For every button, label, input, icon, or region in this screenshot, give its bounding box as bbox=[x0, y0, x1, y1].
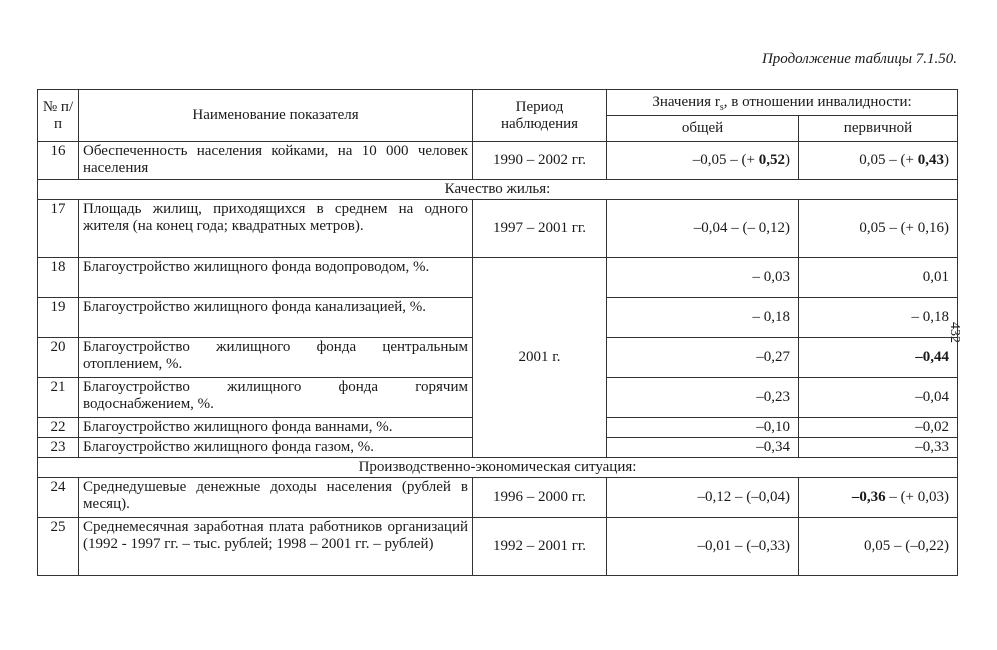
section-row bbox=[38, 458, 958, 478]
section-title: Производственно-экономическая ситуация: bbox=[38, 458, 958, 478]
header-general: общей bbox=[607, 116, 799, 142]
table-row bbox=[38, 142, 958, 180]
row-name: Благоустройство жилищного фонда водопроводом, %. bbox=[79, 258, 473, 298]
header-no: № п/п bbox=[38, 90, 79, 142]
row-primary: 0,05 – (–0,22) bbox=[799, 518, 958, 576]
row-name: Среднемесячная заработная плата работников организаций (1992 - 1997 гг. – тыс. рублей; 1998 – 2001 гг. – рублей) bbox=[79, 518, 473, 576]
row-name: Среднедушевые денежные доходы населения (рублей в месяц). bbox=[79, 478, 473, 518]
row-primary: – 0,18 bbox=[799, 298, 958, 338]
table-row bbox=[38, 258, 958, 298]
row-period-merged: 2001 г. bbox=[473, 258, 607, 458]
row-no: 19 bbox=[38, 298, 79, 338]
row-general: – 0,03 bbox=[607, 258, 799, 298]
table-row bbox=[38, 200, 958, 258]
row-period: 1992 – 2001 гг. bbox=[473, 518, 607, 576]
row-primary: –0,36 – (+ 0,03) bbox=[799, 478, 958, 518]
table-row bbox=[38, 478, 958, 518]
row-name: Благоустройство жилищного фонда горячим водоснабжением, %. bbox=[79, 378, 473, 418]
row-no: 22 bbox=[38, 418, 79, 438]
header-period: Период наблюдения bbox=[473, 90, 607, 142]
row-general: –0,12 – (–0,04) bbox=[607, 478, 799, 518]
row-name: Площадь жилищ, приходящихся в среднем на одного жителя (на конец года; квадратных метров). bbox=[79, 200, 473, 258]
row-primary: 0,05 – (+ 0,43) bbox=[799, 142, 958, 180]
table-caption: Продолжение таблицы 7.1.50. bbox=[761, 51, 957, 67]
row-general: –0,05 – (+ 0,52) bbox=[607, 142, 799, 180]
row-no: 24 bbox=[38, 478, 79, 518]
table-row bbox=[38, 518, 958, 576]
row-general: –0,04 – (– 0,12) bbox=[607, 200, 799, 258]
row-no: 23 bbox=[38, 438, 79, 458]
row-period: 1996 – 2000 гг. bbox=[473, 478, 607, 518]
row-name: Благоустройство жилищного фонда ваннами, %. bbox=[79, 418, 473, 438]
row-name: Благоустройство жилищного фонда центральным отоплением, %. bbox=[79, 338, 473, 378]
row-name: Благоустройство жилищного фонда канализацией, %. bbox=[79, 298, 473, 338]
row-name: Обеспеченность населения койками, на 10 000 человек населения bbox=[79, 142, 473, 180]
row-period: 1997 – 2001 гг. bbox=[473, 200, 607, 258]
row-general: –0,01 – (–0,33) bbox=[607, 518, 799, 576]
row-primary: –0,04 bbox=[799, 378, 958, 418]
section-row bbox=[38, 180, 958, 200]
row-no: 21 bbox=[38, 378, 79, 418]
row-no: 17 bbox=[38, 200, 79, 258]
row-general: –0,27 bbox=[607, 338, 799, 378]
row-primary: 0,01 bbox=[799, 258, 958, 298]
row-primary: –0,33 bbox=[799, 438, 958, 458]
row-no: 16 bbox=[38, 142, 79, 180]
row-no: 18 bbox=[38, 258, 79, 298]
header-primary: первичной bbox=[799, 116, 958, 142]
row-no: 20 bbox=[38, 338, 79, 378]
row-no: 25 bbox=[38, 518, 79, 576]
row-name: Благоустройство жилищного фонда газом, %. bbox=[79, 438, 473, 458]
row-primary: 0,05 – (+ 0,16) bbox=[799, 200, 958, 258]
row-general: –0,10 bbox=[607, 418, 799, 438]
row-general: –0,23 bbox=[607, 378, 799, 418]
row-primary: –0,44 bbox=[799, 338, 958, 378]
data-table bbox=[37, 89, 958, 576]
header-values: Значения $r_s$, в отношении инвалидности: bbox=[607, 90, 958, 116]
row-period: 1990 – 2002 гг. bbox=[473, 142, 607, 180]
header-name: Наименование показателя bbox=[79, 90, 473, 142]
page-number: 432 bbox=[947, 322, 962, 343]
row-primary: –0,02 bbox=[799, 418, 958, 438]
row-general: –0,34 bbox=[607, 438, 799, 458]
row-general: – 0,18 bbox=[607, 298, 799, 338]
section-title: Качество жилья: bbox=[38, 180, 958, 200]
